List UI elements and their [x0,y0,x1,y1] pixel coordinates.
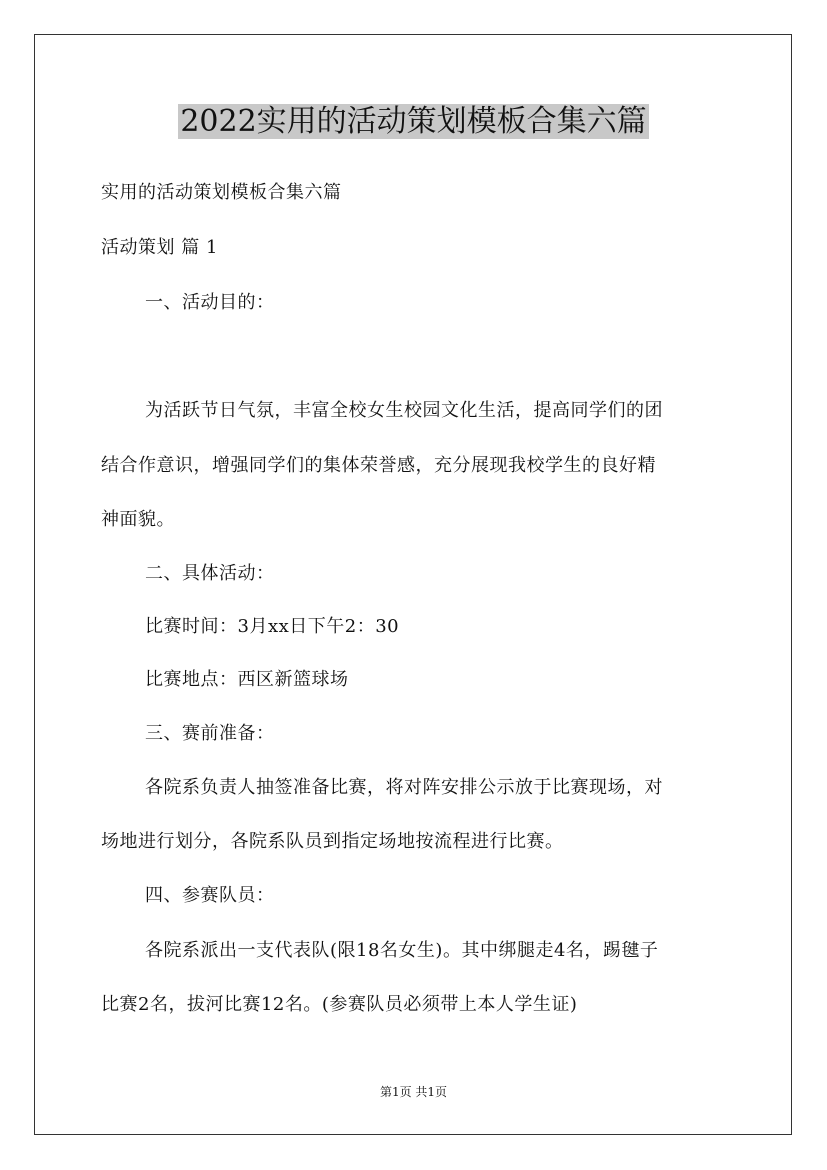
heading-participants: 四、参赛队员： [145,885,275,906]
page-footer: 第1页 共1页 [379,1085,448,1099]
paragraph-purpose-line-3: 神面貌。 [101,509,175,530]
match-time: 比赛时间：3月xx日下午2：30 [145,616,400,637]
document-title-text: 2022实用的活动策划模板合集六篇 [180,104,647,139]
paragraph-preparation-line-1: 各院系负责人抽签准备比赛，将对阵安排公示放于比赛现场，对 [145,777,663,798]
match-place: 比赛地点：西区新篮球场 [145,669,349,690]
subtitle: 实用的活动策划模板合集六篇 [101,182,342,203]
heading-purpose: 一、活动目的： [145,292,275,313]
heading-preparation: 三、赛前准备： [145,723,275,744]
section-label: 活动策划 篇 1 [101,237,218,258]
heading-activity: 二、具体活动： [145,563,275,584]
document-title [0,100,827,144]
paragraph-participants-line-2: 比赛2名，拔河比赛12名。(参赛队员必须带上本人学生证) [101,994,578,1015]
paragraph-purpose-line-1: 为活跃节日气氛，丰富全校女生校园文化生活，提高同学们的团 [145,400,663,421]
paragraph-preparation-line-2: 场地进行划分，各院系队员到指定场地按流程进行比赛。 [101,831,564,852]
paragraph-participants-line-1: 各院系派出一支代表队(限18名女生)。其中绑腿走4名，踢毽子 [145,940,659,961]
paragraph-purpose-line-2: 结合作意识，增强同学们的集体荣誉感，充分展现我校学生的良好精 [101,455,656,476]
